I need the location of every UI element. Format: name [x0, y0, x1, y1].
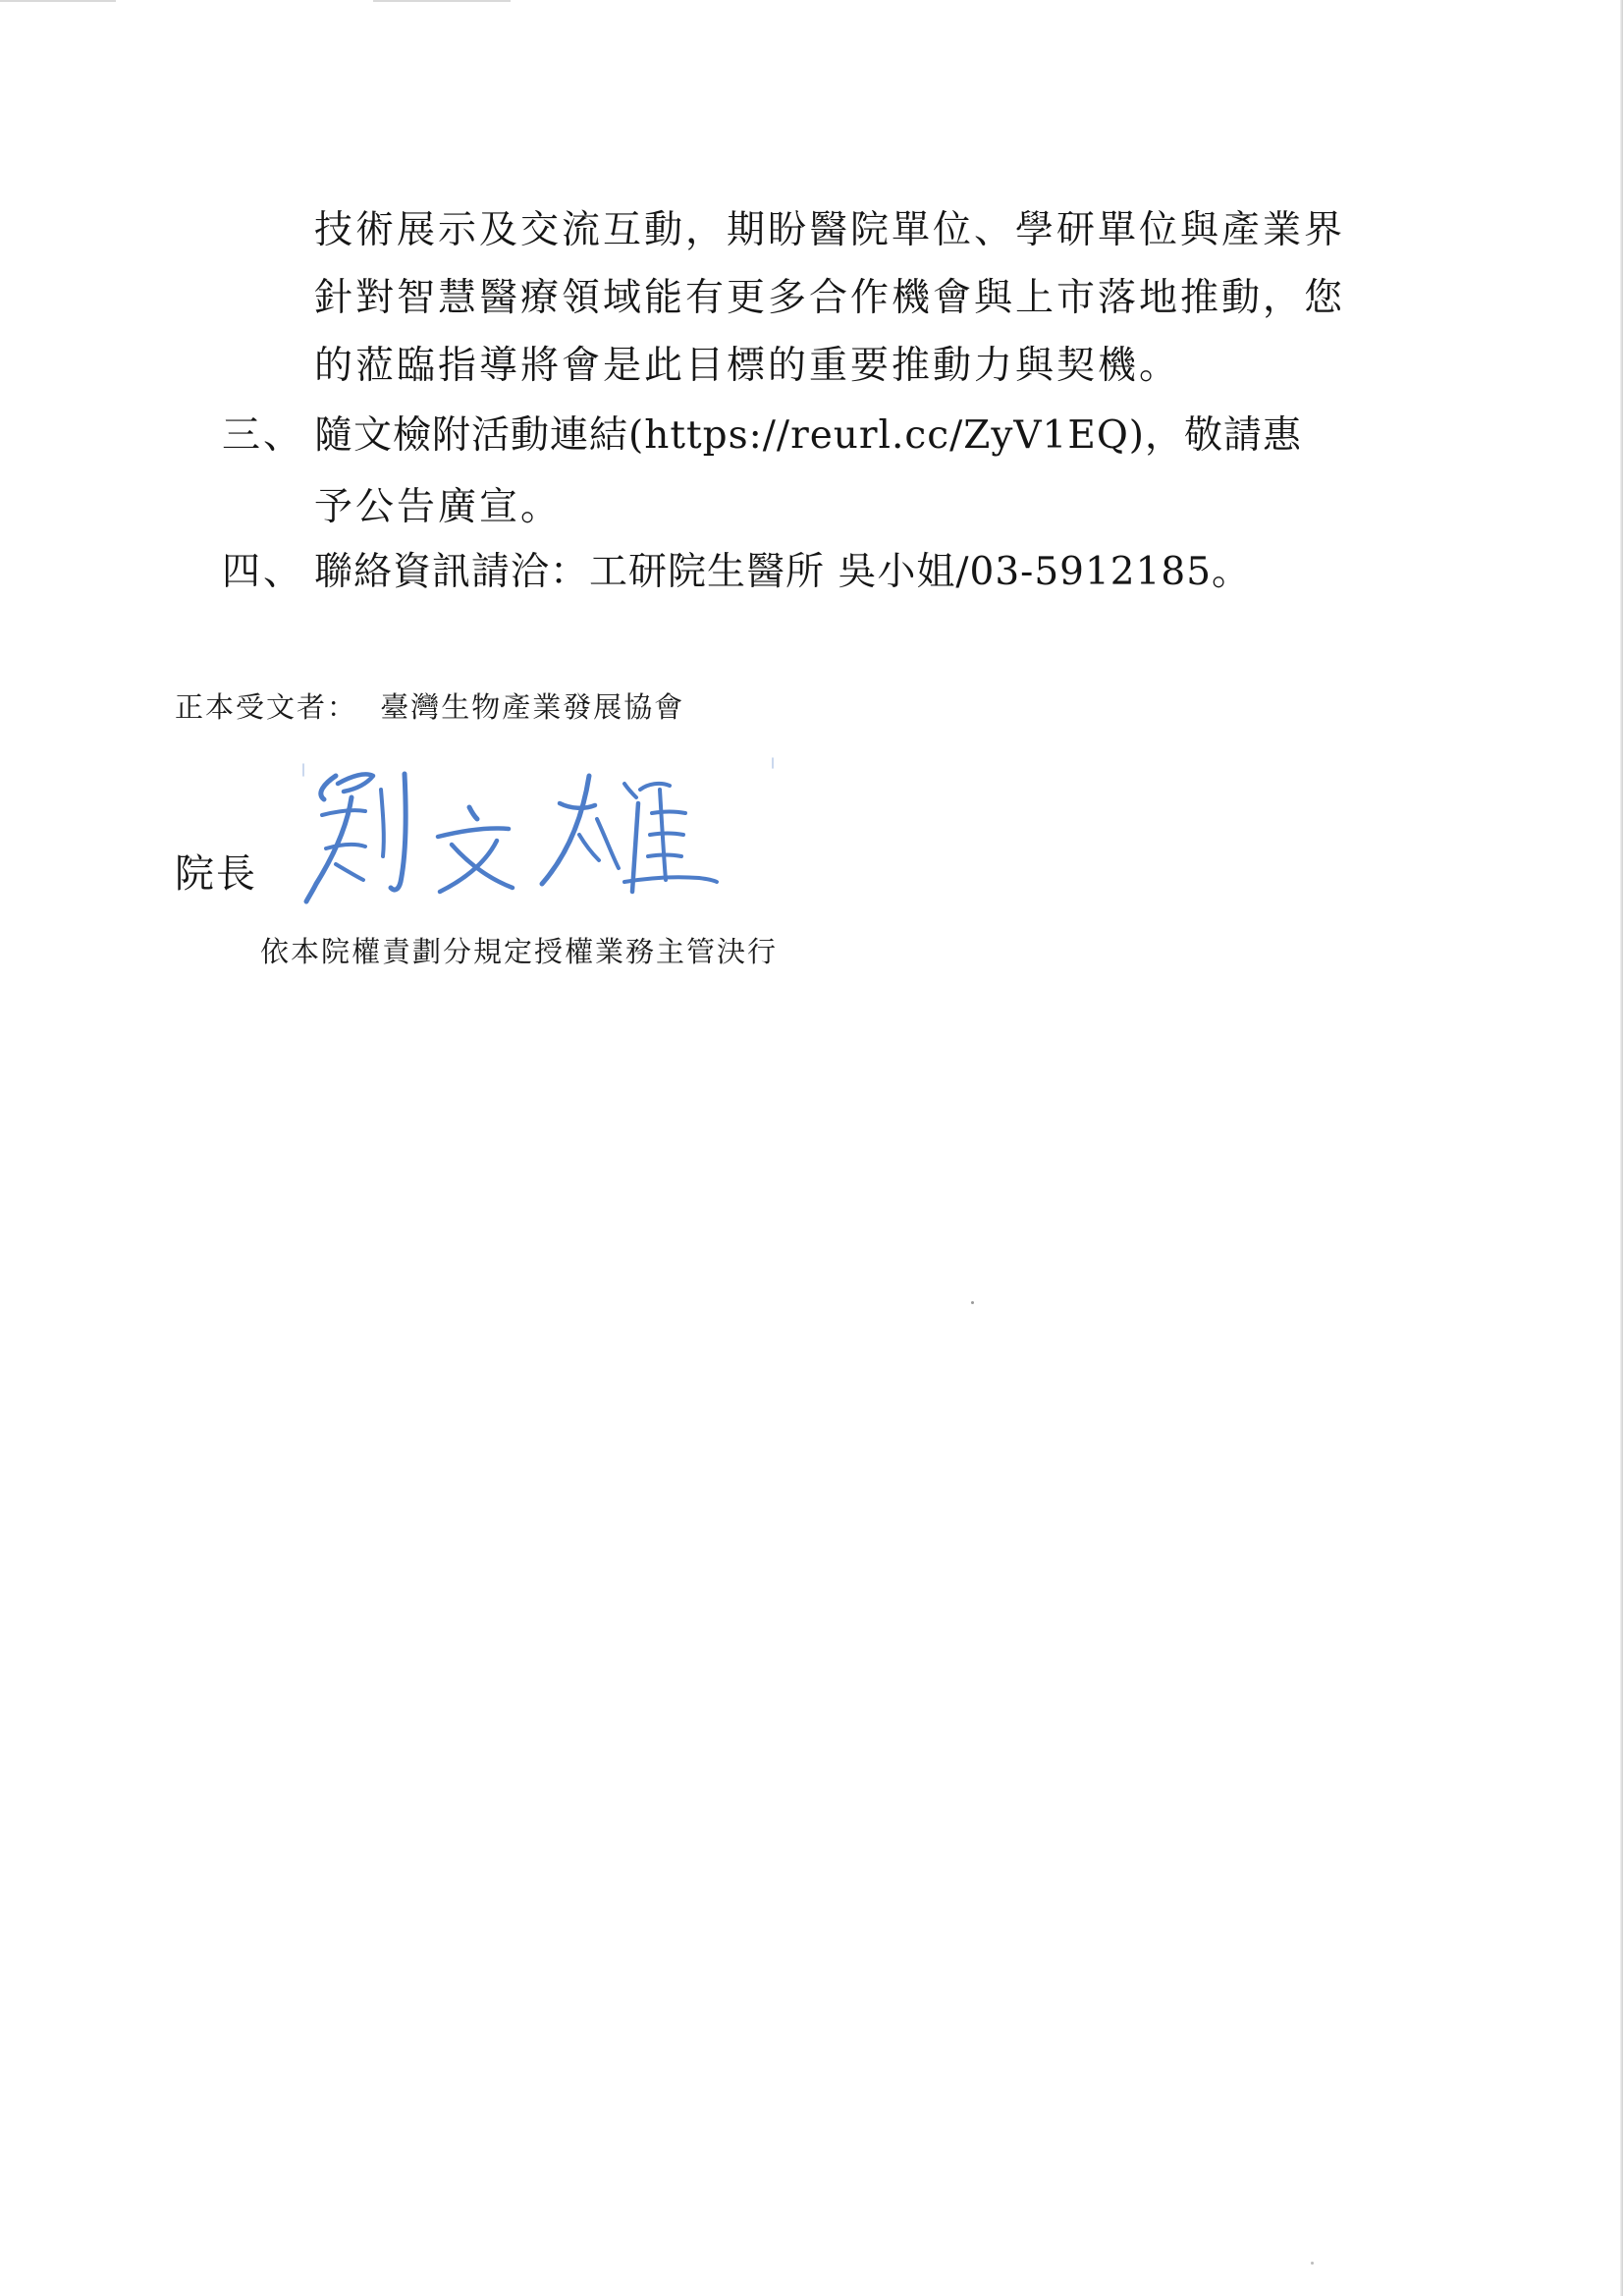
scan-speck [971, 1301, 974, 1304]
list-item-line: 隨文檢附活動連結(https://reurl.cc/ZyV1EQ)，敬請惠 [314, 413, 1303, 458]
recipient-name: 臺灣生物產業發展協會 [380, 690, 685, 724]
handwritten-signature [295, 754, 785, 926]
list-item-line: 聯絡資訊請洽：工研院生醫所 吳小姐/03-5912185。 [314, 550, 1252, 594]
scan-top-mark [0, 0, 116, 2]
paragraph-line: 針對智慧醫療領域能有更多合作機會與上市落地推動，您 [314, 276, 1346, 320]
recipient-line [175, 690, 684, 724]
list-item-number: 四、 [222, 550, 305, 594]
paragraph-line: 的蒞臨指導將會是此目標的重要推動力與契機。 [314, 344, 1181, 388]
recipient-label: 正本受文者： [175, 690, 358, 724]
list-item-line: 予公告廣宣。 [314, 485, 563, 529]
scan-speck [1311, 2262, 1314, 2265]
signatory-title: 院長 [175, 851, 257, 897]
list-item-number: 三、 [222, 413, 305, 458]
scan-top-mark [373, 0, 511, 2]
delegation-note: 依本院權責劃分規定授權業務主管決行 [260, 935, 779, 968]
paragraph-line: 技術展示及交流互動，期盼醫院單位、學研單位與產業界 [314, 208, 1346, 252]
